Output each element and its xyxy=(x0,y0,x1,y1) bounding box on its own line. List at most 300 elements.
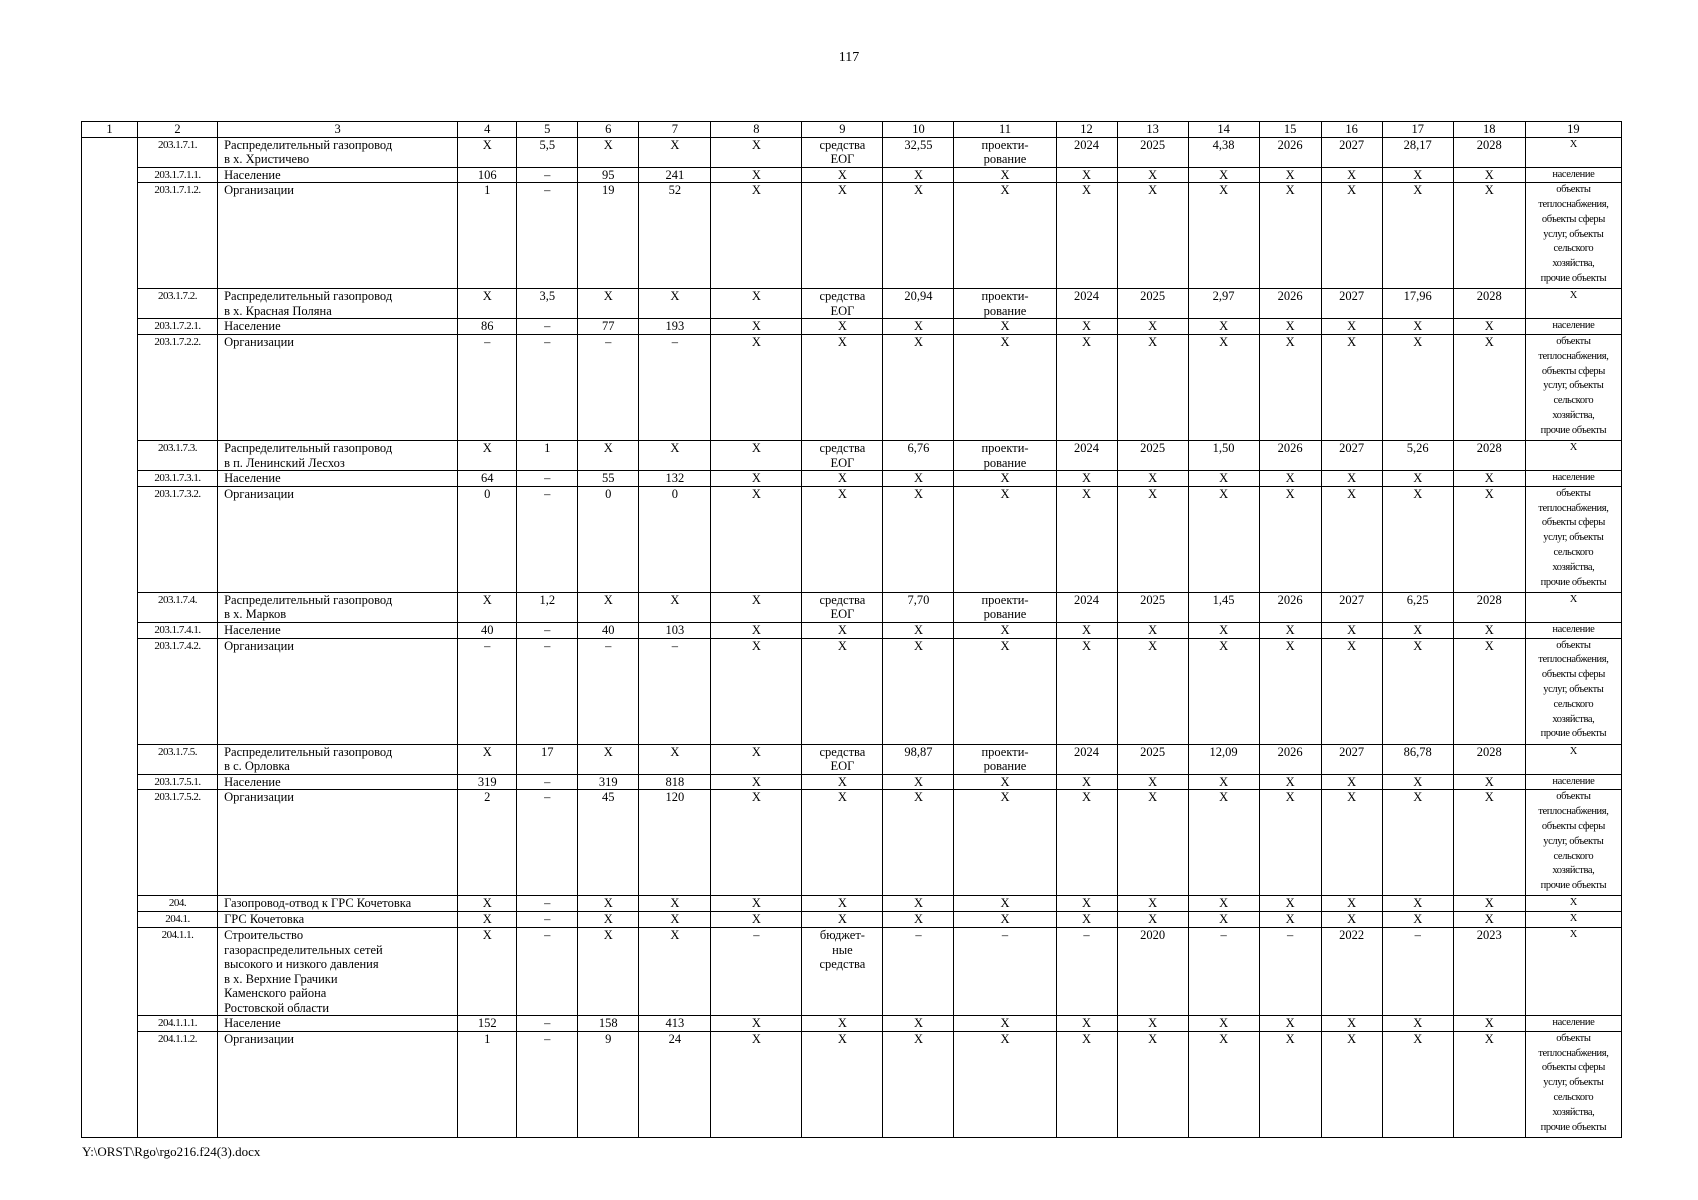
table-cell: Х xyxy=(1525,928,1621,1016)
table-row xyxy=(82,471,1622,487)
table-cell: Х xyxy=(458,289,517,319)
table-cell: Х xyxy=(711,744,802,774)
table-cell: 413 xyxy=(639,1016,711,1032)
table-cell: население xyxy=(1525,471,1621,487)
table-cell: Х xyxy=(1453,319,1525,335)
row-code: 203.1.7.1.2. xyxy=(138,183,218,289)
table-cell: Х xyxy=(1056,183,1117,289)
table-cell: Х xyxy=(802,335,883,441)
table-cell: Х xyxy=(458,137,517,167)
table-cell: 2026 xyxy=(1259,289,1321,319)
table-cell: Х xyxy=(1259,912,1321,928)
table-cell: Х xyxy=(639,441,711,471)
table-cell: объекты теплоснабжения, объекты сферы услуг, объекты сельского хозяйства, прочие объекты xyxy=(1525,638,1621,744)
row-name: Распределительный газопровод в х. Красная Поляна xyxy=(218,289,458,319)
table-cell: Х xyxy=(802,896,883,912)
table-cell: Х xyxy=(639,137,711,167)
table-cell: объекты теплоснабжения, объекты сферы услуг, объекты сельского хозяйства, прочие объекты xyxy=(1525,790,1621,896)
row-name: Население xyxy=(218,622,458,638)
table-cell: 1 xyxy=(517,441,578,471)
table-cell: Х xyxy=(578,928,639,1016)
table-cell: 17,96 xyxy=(1382,289,1453,319)
table-cell: Х xyxy=(1453,774,1525,790)
table-cell: Х xyxy=(1056,638,1117,744)
table-row xyxy=(82,790,1622,896)
table-cell: 106 xyxy=(458,167,517,183)
table-cell: – xyxy=(1382,928,1453,1016)
table-cell: 2027 xyxy=(1321,137,1382,167)
page-number: 117 xyxy=(838,50,860,65)
table-cell: Х xyxy=(711,289,802,319)
table-cell: Х xyxy=(1382,167,1453,183)
table-cell: Х xyxy=(1453,896,1525,912)
table-cell: 6,25 xyxy=(1382,592,1453,622)
table-cell: Х xyxy=(1117,790,1188,896)
row-name: Организации xyxy=(218,486,458,592)
row-code: 203.1.7.4.2. xyxy=(138,638,218,744)
table-cell: 2025 xyxy=(1117,137,1188,167)
table-cell: Х xyxy=(1525,289,1621,319)
table-cell: Х xyxy=(883,1016,954,1032)
table-row xyxy=(82,638,1622,744)
table-cell: Х xyxy=(639,289,711,319)
column-number: 14 xyxy=(1188,122,1259,138)
column-number: 13 xyxy=(1117,122,1188,138)
table-row xyxy=(82,1031,1622,1137)
table-cell: Х xyxy=(1525,744,1621,774)
table-cell: 2028 xyxy=(1453,592,1525,622)
table-cell: 132 xyxy=(639,471,711,487)
table-cell: Х xyxy=(711,441,802,471)
table-cell: – xyxy=(1259,928,1321,1016)
table-cell: 2024 xyxy=(1056,744,1117,774)
table-cell: Х xyxy=(1321,471,1382,487)
table-cell: 319 xyxy=(578,774,639,790)
table-cell: Х xyxy=(1382,790,1453,896)
table-cell: Х xyxy=(1453,1031,1525,1137)
table-cell: Х xyxy=(1259,471,1321,487)
table-cell: 4,38 xyxy=(1188,137,1259,167)
table-cell: Х xyxy=(802,183,883,289)
table-cell: Х xyxy=(1382,638,1453,744)
table-cell: Х xyxy=(802,638,883,744)
table-cell: Х xyxy=(1117,896,1188,912)
table-cell xyxy=(82,137,138,1137)
table-cell: средства ЕОГ xyxy=(802,744,883,774)
table-cell: 1,2 xyxy=(517,592,578,622)
table-cell: Х xyxy=(1188,471,1259,487)
table-cell: Х xyxy=(1382,183,1453,289)
table-cell: объекты теплоснабжения, объекты сферы услуг, объекты сельского хозяйства, прочие объекты xyxy=(1525,1031,1621,1137)
table-cell: Х xyxy=(1259,1016,1321,1032)
table-cell: 9 xyxy=(578,1031,639,1137)
table-row xyxy=(82,928,1622,1016)
table-cell: проекти- рование xyxy=(954,592,1056,622)
table-cell: 19 xyxy=(578,183,639,289)
table-cell: Х xyxy=(1056,790,1117,896)
column-number: 8 xyxy=(711,122,802,138)
table-cell: Х xyxy=(1117,486,1188,592)
table-cell: Х xyxy=(1259,486,1321,592)
table-cell: Х xyxy=(802,319,883,335)
table-cell: 120 xyxy=(639,790,711,896)
table-cell: Х xyxy=(1382,774,1453,790)
table-cell: Х xyxy=(1382,622,1453,638)
table-cell: Х xyxy=(802,790,883,896)
table-cell: Х xyxy=(1382,471,1453,487)
table-cell: 40 xyxy=(578,622,639,638)
row-code: 203.1.7.3.2. xyxy=(138,486,218,592)
column-number: 4 xyxy=(458,122,517,138)
table-cell: Х xyxy=(711,774,802,790)
table-cell: 52 xyxy=(639,183,711,289)
table-cell: – xyxy=(517,183,578,289)
row-name: Организации xyxy=(218,790,458,896)
table-cell: Х xyxy=(711,622,802,638)
table-cell: Х xyxy=(1259,638,1321,744)
table-cell: Х xyxy=(711,896,802,912)
table-cell: Х xyxy=(1117,622,1188,638)
table-cell: Х xyxy=(711,471,802,487)
column-number: 5 xyxy=(517,122,578,138)
table-cell: Х xyxy=(1117,183,1188,289)
table-cell: 2026 xyxy=(1259,441,1321,471)
table-cell: Х xyxy=(711,638,802,744)
column-number: 15 xyxy=(1259,122,1321,138)
table-cell: Х xyxy=(578,744,639,774)
table-cell: Х xyxy=(1259,790,1321,896)
table-cell: Х xyxy=(1117,471,1188,487)
table-cell: Х xyxy=(578,592,639,622)
table-cell: Х xyxy=(1117,912,1188,928)
table-cell: Х xyxy=(1117,167,1188,183)
table-cell: 193 xyxy=(639,319,711,335)
table-cell: средства ЕОГ xyxy=(802,441,883,471)
table-cell: – xyxy=(1056,928,1117,1016)
table-cell: Х xyxy=(1056,486,1117,592)
row-code: 203.1.7.2.1. xyxy=(138,319,218,335)
table-cell: объекты теплоснабжения, объекты сферы услуг, объекты сельского хозяйства, прочие объекты xyxy=(1525,183,1621,289)
table-cell: – xyxy=(517,774,578,790)
table-cell: Х xyxy=(883,335,954,441)
table-cell: Х xyxy=(1259,622,1321,638)
table-row xyxy=(82,486,1622,592)
table-cell: – xyxy=(517,1016,578,1032)
table-cell: Х xyxy=(1188,1031,1259,1137)
table-cell: 103 xyxy=(639,622,711,638)
table-cell: 1,45 xyxy=(1188,592,1259,622)
row-name: Распределительный газопровод в п. Ленинский Лесхоз xyxy=(218,441,458,471)
table-cell: средства ЕОГ xyxy=(802,592,883,622)
table-cell: Х xyxy=(954,638,1056,744)
table-cell: Х xyxy=(1259,319,1321,335)
table-cell: Х xyxy=(578,289,639,319)
column-number: 17 xyxy=(1382,122,1453,138)
table-cell: 2022 xyxy=(1321,928,1382,1016)
table-header-row xyxy=(82,122,1622,138)
table-row xyxy=(82,289,1622,319)
table-cell: Х xyxy=(1453,471,1525,487)
table-cell: Х xyxy=(458,928,517,1016)
table-cell: 2027 xyxy=(1321,441,1382,471)
table-cell: Х xyxy=(1188,896,1259,912)
table-cell: Х xyxy=(458,744,517,774)
table-cell: – xyxy=(517,912,578,928)
row-name: Население xyxy=(218,471,458,487)
table-cell: Х xyxy=(1382,319,1453,335)
row-code: 203.1.7.5.2. xyxy=(138,790,218,896)
table-cell: Х xyxy=(711,486,802,592)
table-cell: население xyxy=(1525,622,1621,638)
table-cell: Х xyxy=(1321,774,1382,790)
table-cell: 6,76 xyxy=(883,441,954,471)
table-cell: Х xyxy=(1117,319,1188,335)
row-code: 203.1.7.5. xyxy=(138,744,218,774)
table-cell: Х xyxy=(1188,774,1259,790)
table-cell: 2027 xyxy=(1321,744,1382,774)
table-cell: Х xyxy=(954,1016,1056,1032)
table-cell: Х xyxy=(802,774,883,790)
table-cell: – xyxy=(517,896,578,912)
table-cell: – xyxy=(458,335,517,441)
table-row xyxy=(82,1016,1622,1032)
table-cell: 7,70 xyxy=(883,592,954,622)
table-cell: Х xyxy=(1056,335,1117,441)
table-cell: Х xyxy=(1259,1031,1321,1137)
table-cell: население xyxy=(1525,167,1621,183)
table-cell: Х xyxy=(711,167,802,183)
table-cell: 2024 xyxy=(1056,289,1117,319)
table-cell: Х xyxy=(883,471,954,487)
table-cell: 2027 xyxy=(1321,289,1382,319)
table-cell: 64 xyxy=(458,471,517,487)
table-cell: Х xyxy=(1453,912,1525,928)
table-cell: Х xyxy=(711,592,802,622)
table-cell: Х xyxy=(1056,774,1117,790)
table-cell: 1,50 xyxy=(1188,441,1259,471)
table-cell: Х xyxy=(1188,622,1259,638)
row-code: 204. xyxy=(138,896,218,912)
column-number: 11 xyxy=(954,122,1056,138)
table-cell: – xyxy=(517,471,578,487)
table-cell: Х xyxy=(1188,335,1259,441)
row-name: Население xyxy=(218,319,458,335)
table-cell: проекти- рование xyxy=(954,744,1056,774)
table-cell: – xyxy=(954,928,1056,1016)
table-cell: Х xyxy=(1188,912,1259,928)
table-cell: Х xyxy=(1117,638,1188,744)
table-cell: Х xyxy=(954,774,1056,790)
table-cell: Х xyxy=(1321,1031,1382,1137)
table-cell: Х xyxy=(954,167,1056,183)
table-cell: Х xyxy=(954,1031,1056,1137)
column-number: 1 xyxy=(82,122,138,138)
table-cell: 77 xyxy=(578,319,639,335)
file-path-footer: Y:\ORST\Rgo\rgo216.f24(3).docx xyxy=(82,1144,261,1159)
table-cell: 32,55 xyxy=(883,137,954,167)
column-number: 9 xyxy=(802,122,883,138)
row-code: 204.1.1.2. xyxy=(138,1031,218,1137)
table-cell: проекти- рование xyxy=(954,137,1056,167)
row-name: Распределительный газопровод в х. Христичево xyxy=(218,137,458,167)
table-cell: 2025 xyxy=(1117,441,1188,471)
table-cell: Х xyxy=(1259,774,1321,790)
table-cell: 818 xyxy=(639,774,711,790)
table-cell: Х xyxy=(458,896,517,912)
table-cell: 2020 xyxy=(1117,928,1188,1016)
table-cell: Х xyxy=(1321,335,1382,441)
table-cell: – xyxy=(517,167,578,183)
table-cell: 0 xyxy=(458,486,517,592)
table-cell: 20,94 xyxy=(883,289,954,319)
row-code: 203.1.7.2. xyxy=(138,289,218,319)
row-code: 203.1.7.2.2. xyxy=(138,335,218,441)
table-cell: Х xyxy=(954,622,1056,638)
table-cell: средства ЕОГ xyxy=(802,137,883,167)
table-cell: – xyxy=(639,638,711,744)
table-cell: Х xyxy=(1382,335,1453,441)
table-cell: 5,5 xyxy=(517,137,578,167)
column-number: 12 xyxy=(1056,122,1117,138)
table-cell: Х xyxy=(578,137,639,167)
table-cell: средства ЕОГ xyxy=(802,289,883,319)
table-cell: Х xyxy=(711,1016,802,1032)
table-cell: Х xyxy=(954,896,1056,912)
column-number: 19 xyxy=(1525,122,1621,138)
table-cell: Х xyxy=(1453,486,1525,592)
table-cell: Х xyxy=(1117,335,1188,441)
table-cell: 319 xyxy=(458,774,517,790)
table-cell: – xyxy=(517,335,578,441)
table-cell: 2024 xyxy=(1056,592,1117,622)
row-code: 204.1.1. xyxy=(138,928,218,1016)
column-number: 18 xyxy=(1453,122,1525,138)
table-cell: Х xyxy=(1188,638,1259,744)
column-number: 2 xyxy=(138,122,218,138)
table-cell: Х xyxy=(711,319,802,335)
table-cell: Х xyxy=(883,638,954,744)
table-cell: Х xyxy=(883,774,954,790)
row-code: 204.1. xyxy=(138,912,218,928)
table-cell: 0 xyxy=(639,486,711,592)
table-cell: – xyxy=(578,335,639,441)
table-cell: Х xyxy=(1525,896,1621,912)
table-cell: Х xyxy=(1259,335,1321,441)
table-cell: 2 xyxy=(458,790,517,896)
table-cell: – xyxy=(883,928,954,1016)
table-cell: Х xyxy=(883,319,954,335)
table-cell: 95 xyxy=(578,167,639,183)
table-cell: Х xyxy=(1321,183,1382,289)
table-cell: бюджет- ные средства xyxy=(802,928,883,1016)
table-cell: Х xyxy=(1382,912,1453,928)
table-cell: Х xyxy=(711,137,802,167)
table-cell: Х xyxy=(639,912,711,928)
table-cell: 152 xyxy=(458,1016,517,1032)
table-cell: Х xyxy=(1056,896,1117,912)
table-cell: Х xyxy=(883,486,954,592)
table-cell: Х xyxy=(1117,1031,1188,1137)
table-cell: 12,09 xyxy=(1188,744,1259,774)
table-cell: – xyxy=(578,638,639,744)
table-cell: Х xyxy=(1321,638,1382,744)
table-cell: Х xyxy=(1321,912,1382,928)
table-cell: Х xyxy=(1382,896,1453,912)
table-cell: 2026 xyxy=(1259,137,1321,167)
table-cell: Х xyxy=(458,592,517,622)
column-number: 16 xyxy=(1321,122,1382,138)
table-cell: 1 xyxy=(458,1031,517,1137)
table-cell: – xyxy=(517,790,578,896)
table-cell: 45 xyxy=(578,790,639,896)
table-cell: Х xyxy=(1259,167,1321,183)
table-cell: Х xyxy=(1525,912,1621,928)
table-cell: население xyxy=(1525,319,1621,335)
table-row xyxy=(82,335,1622,441)
table-cell: – xyxy=(458,638,517,744)
table-cell: Х xyxy=(1056,167,1117,183)
table-cell: Х xyxy=(458,441,517,471)
table-cell: Х xyxy=(639,896,711,912)
table-row xyxy=(82,622,1622,638)
table-cell: 2028 xyxy=(1453,441,1525,471)
table-row xyxy=(82,912,1622,928)
table-cell: Х xyxy=(954,912,1056,928)
table-cell: Х xyxy=(1525,441,1621,471)
table-cell: 2,97 xyxy=(1188,289,1259,319)
table-cell: Х xyxy=(954,183,1056,289)
table-cell: объекты теплоснабжения, объекты сферы услуг, объекты сельского хозяйства, прочие объекты xyxy=(1525,486,1621,592)
row-name: Организации xyxy=(218,638,458,744)
table-cell: Х xyxy=(1117,1016,1188,1032)
table-cell: Х xyxy=(1188,486,1259,592)
column-number: 6 xyxy=(578,122,639,138)
table-cell: 2028 xyxy=(1453,744,1525,774)
row-code: 203.1.7.1. xyxy=(138,137,218,167)
table-cell: – xyxy=(517,486,578,592)
row-code: 203.1.7.4.1. xyxy=(138,622,218,638)
table-cell: Х xyxy=(1321,1016,1382,1032)
row-code: 203.1.7.4. xyxy=(138,592,218,622)
table-cell: – xyxy=(639,335,711,441)
row-code: 203.1.7.1.1. xyxy=(138,167,218,183)
table-cell: Х xyxy=(954,319,1056,335)
table-cell: Х xyxy=(1188,1016,1259,1032)
table-cell: Х xyxy=(1453,335,1525,441)
column-number: 7 xyxy=(639,122,711,138)
table-cell: 86 xyxy=(458,319,517,335)
table-row xyxy=(82,137,1622,167)
table-cell: Х xyxy=(1117,774,1188,790)
table-cell: – xyxy=(517,1031,578,1137)
table-cell: Х xyxy=(1453,1016,1525,1032)
row-name: Население xyxy=(218,1016,458,1032)
table-cell: 3,5 xyxy=(517,289,578,319)
table-cell: Х xyxy=(1056,1016,1117,1032)
table-cell: 24 xyxy=(639,1031,711,1137)
table-cell: Х xyxy=(802,1016,883,1032)
table-cell: – xyxy=(517,622,578,638)
table-row xyxy=(82,319,1622,335)
table-cell: Х xyxy=(802,622,883,638)
table-row xyxy=(82,592,1622,622)
table-cell: Х xyxy=(1188,183,1259,289)
table-cell: проекти- рование xyxy=(954,441,1056,471)
table-cell: Х xyxy=(578,896,639,912)
table-cell: Х xyxy=(639,744,711,774)
table-cell: Х xyxy=(954,335,1056,441)
table-cell: Х xyxy=(711,1031,802,1137)
